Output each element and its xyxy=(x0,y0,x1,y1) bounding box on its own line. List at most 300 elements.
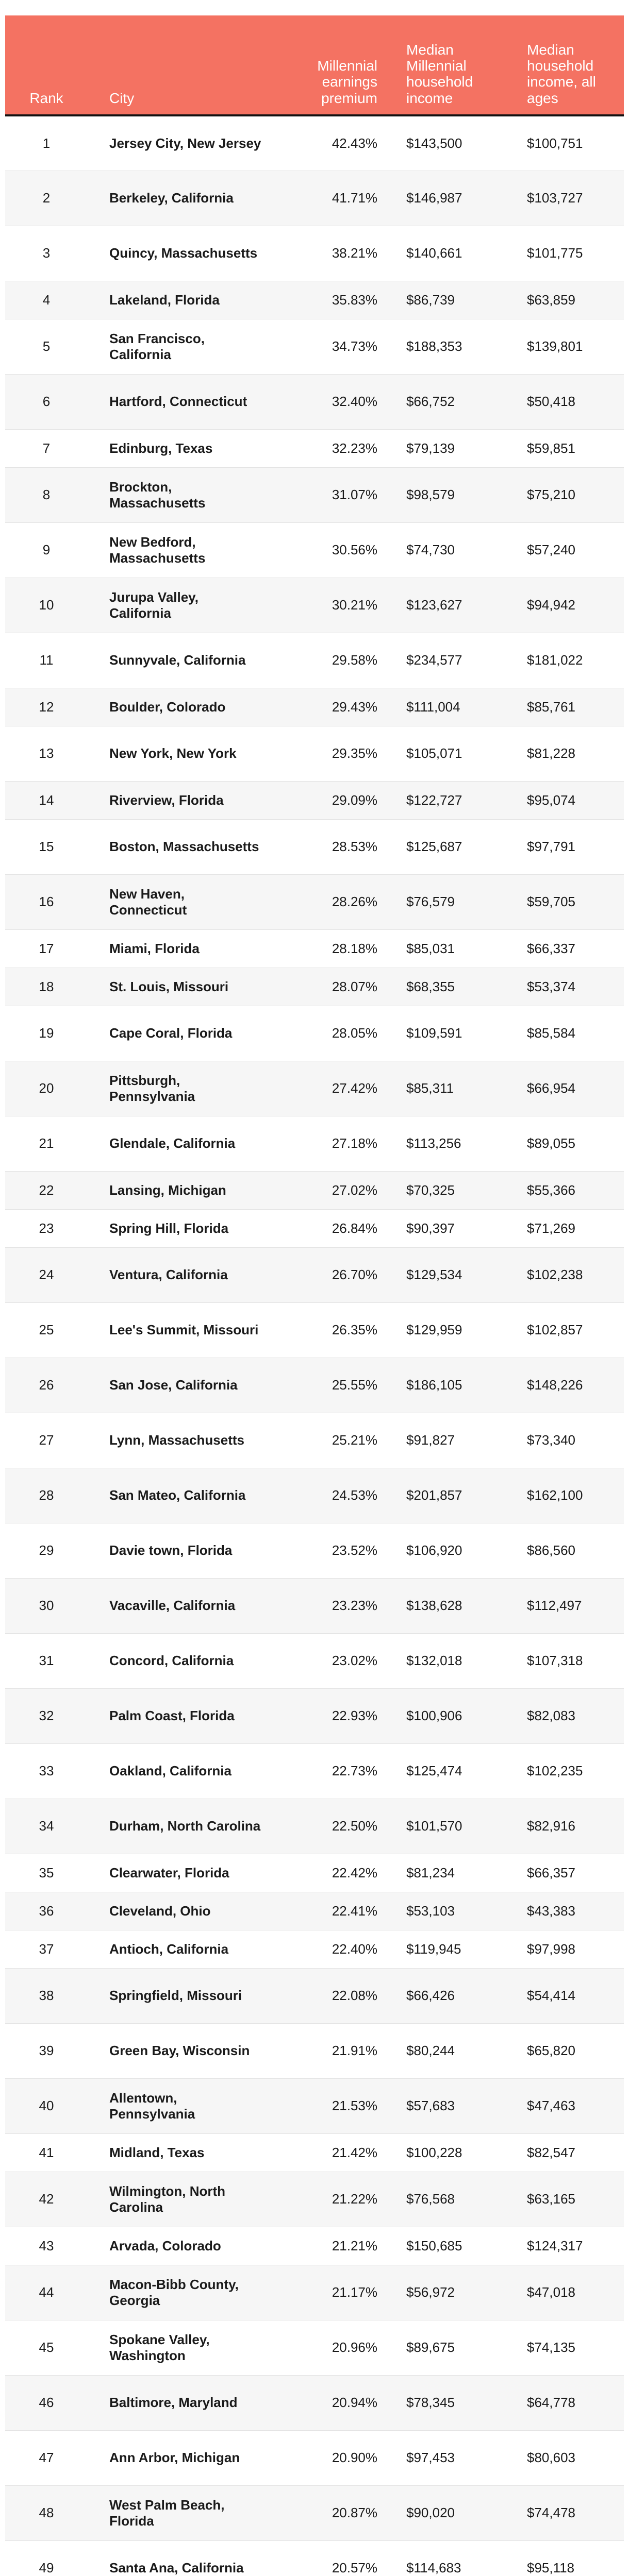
millennial-income-cell: $234,577 xyxy=(406,652,462,668)
premium-cell: 20.90% xyxy=(332,2450,377,2466)
table-row xyxy=(5,1688,624,1743)
premium-cell: 27.42% xyxy=(332,1080,377,1096)
table-row xyxy=(5,2430,624,2485)
all-ages-income-cell: $148,226 xyxy=(527,1377,583,1393)
all-ages-income-cell: $80,603 xyxy=(527,2450,575,2466)
millennial-income-cell: $66,426 xyxy=(406,1988,455,2004)
city-cell: New Haven, Connecticut xyxy=(109,886,187,918)
city-cell: Lansing, Michigan xyxy=(109,1182,226,1198)
all-ages-income-cell: $100,751 xyxy=(527,135,583,151)
table-row xyxy=(5,1892,624,1930)
all-ages-income-cell: $59,705 xyxy=(527,894,575,910)
premium-cell: 35.83% xyxy=(332,292,377,308)
city-cell: Baltimore, Maryland xyxy=(109,2395,238,2411)
rank-cell: 47 xyxy=(39,2450,54,2466)
millennial-income-cell: $140,661 xyxy=(406,245,462,261)
millennial-income-cell: $78,345 xyxy=(406,2395,455,2411)
premium-cell: 22.93% xyxy=(332,1708,377,1724)
millennial-income-cell: $111,004 xyxy=(406,699,460,715)
millennial-income-cell: $80,244 xyxy=(406,2043,455,2059)
premium-cell: 26.35% xyxy=(332,1322,377,1338)
rank-cell: 42 xyxy=(39,2191,54,2207)
header-row xyxy=(5,15,624,115)
column-header-millennial-income[interactable]: Median Millennial household income xyxy=(406,41,473,106)
premium-cell: 21.53% xyxy=(332,2098,377,2114)
premium-cell: 29.35% xyxy=(332,745,377,761)
rank-cell: 8 xyxy=(42,487,51,503)
premium-cell: 29.58% xyxy=(332,652,377,668)
all-ages-income-cell: $74,478 xyxy=(527,2505,575,2521)
rank-cell: 22 xyxy=(39,1182,54,1198)
rank-cell: 16 xyxy=(39,894,54,910)
rank-cell: 32 xyxy=(39,1708,54,1724)
city-cell: Hartford, Connecticut xyxy=(109,394,247,410)
millennial-income-cell: $68,355 xyxy=(406,978,455,994)
rank-cell: 20 xyxy=(39,1080,54,1096)
city-cell: Midland, Texas xyxy=(109,2144,205,2160)
table-row xyxy=(5,2485,624,2540)
rank-cell: 4 xyxy=(42,292,51,308)
rank-cell: 35 xyxy=(39,1865,54,1880)
data-table-container xyxy=(5,15,624,2576)
premium-cell: 29.09% xyxy=(332,792,377,808)
premium-cell: 21.21% xyxy=(332,2238,377,2253)
premium-cell: 20.96% xyxy=(332,2340,377,2355)
city-cell: San Francisco, California xyxy=(109,331,205,362)
millennial-income-cell: $85,311 xyxy=(406,1080,454,1096)
premium-cell: 22.42% xyxy=(332,1865,377,1880)
millennial-income-cell: $100,228 xyxy=(406,2144,462,2160)
premium-cell: 24.53% xyxy=(332,1487,377,1503)
premium-cell: 25.21% xyxy=(332,1432,377,1448)
premium-cell: 28.53% xyxy=(332,839,377,855)
city-cell: Jersey City, New Jersey xyxy=(109,135,261,151)
all-ages-income-cell: $75,210 xyxy=(527,487,575,503)
all-ages-income-cell: $102,238 xyxy=(527,1267,583,1283)
millennial-income-cell: $90,397 xyxy=(406,1220,455,1236)
city-cell: New York, New York xyxy=(109,745,237,761)
city-cell: Ventura, California xyxy=(109,1267,228,1283)
all-ages-income-cell: $73,340 xyxy=(527,1432,575,1448)
millennial-income-cell: $79,139 xyxy=(406,440,455,456)
rank-cell: 7 xyxy=(42,440,51,456)
premium-cell: 20.87% xyxy=(332,2505,377,2521)
table-header xyxy=(5,15,624,115)
rank-cell: 45 xyxy=(39,2340,54,2355)
premium-cell: 22.73% xyxy=(332,1763,377,1779)
table-row xyxy=(5,374,624,429)
all-ages-income-cell: $71,269 xyxy=(527,1220,575,1236)
rank-cell: 46 xyxy=(39,2395,54,2411)
premium-cell: 23.52% xyxy=(332,1543,377,1558)
all-ages-income-cell: $102,235 xyxy=(527,1763,583,1779)
millennial-income-cell: $119,945 xyxy=(406,1941,461,1957)
city-cell: Springfield, Missouri xyxy=(109,1988,242,2004)
millennial-income-cell: $98,579 xyxy=(406,487,455,503)
table-row xyxy=(5,1930,624,1968)
rank-cell: 30 xyxy=(39,1598,54,1614)
city-cell: Vacaville, California xyxy=(109,1598,236,1614)
all-ages-income-cell: $97,998 xyxy=(527,1941,575,1957)
all-ages-income-cell: $139,801 xyxy=(527,338,583,354)
all-ages-income-cell: $95,074 xyxy=(527,792,575,808)
table-row xyxy=(5,1171,624,1209)
table-row xyxy=(5,2227,624,2265)
rank-cell: 11 xyxy=(39,652,54,668)
rank-cell: 28 xyxy=(39,1487,54,1503)
city-cell: Ann Arbor, Michigan xyxy=(109,2450,240,2466)
all-ages-income-cell: $59,851 xyxy=(527,440,575,456)
millennial-income-cell: $56,972 xyxy=(406,2284,455,2300)
all-ages-income-cell: $107,318 xyxy=(527,1653,583,1669)
all-ages-income-cell: $64,778 xyxy=(527,2395,575,2411)
rank-cell: 36 xyxy=(39,1903,54,1919)
all-ages-income-cell: $89,055 xyxy=(527,1136,575,1151)
millennial-income-cell: $100,906 xyxy=(406,1708,462,1724)
all-ages-income-cell: $55,366 xyxy=(527,1182,575,1198)
millennial-income-cell: $76,579 xyxy=(406,894,455,910)
city-cell: San Mateo, California xyxy=(109,1487,246,1503)
millennial-income-cell: $101,570 xyxy=(406,1818,462,1834)
premium-cell: 25.55% xyxy=(332,1377,377,1393)
city-cell: West Palm Beach, Florida xyxy=(109,2497,225,2529)
table-row xyxy=(5,281,624,319)
city-cell: Boulder, Colorado xyxy=(109,699,226,715)
millennial-income-cell: $70,325 xyxy=(406,1182,455,1198)
table-row xyxy=(5,781,624,819)
rank-cell: 6 xyxy=(42,394,51,410)
city-cell: Pittsburgh, Pennsylvania xyxy=(109,1073,195,1104)
millennial-income-cell: $105,071 xyxy=(406,745,462,761)
table-row xyxy=(5,1743,624,1799)
all-ages-income-cell: $86,560 xyxy=(527,1543,575,1558)
rank-cell: 41 xyxy=(39,2144,54,2160)
millennial-income-cell: $86,739 xyxy=(406,292,455,308)
all-ages-income-cell: $82,547 xyxy=(527,2144,575,2160)
millennial-income-cell: $125,687 xyxy=(406,839,462,855)
table-row xyxy=(5,1468,624,1523)
all-ages-income-cell: $66,337 xyxy=(527,940,575,956)
premium-cell: 22.08% xyxy=(332,1988,377,2004)
table-row xyxy=(5,522,624,578)
premium-cell: 26.70% xyxy=(332,1267,377,1283)
rank-cell: 5 xyxy=(42,338,51,354)
column-header-all-ages-income[interactable]: Median household income, all ages xyxy=(527,41,596,106)
premium-cell: 22.50% xyxy=(332,1818,377,1834)
city-cell: San Jose, California xyxy=(109,1377,238,1393)
millennial-income-cell: $143,500 xyxy=(406,135,462,151)
rank-cell: 37 xyxy=(39,1941,54,1957)
all-ages-income-cell: $66,357 xyxy=(527,1865,575,1880)
millennial-income-cell: $114,683 xyxy=(406,2560,461,2576)
all-ages-income-cell: $81,228 xyxy=(527,745,575,761)
premium-cell: 20.94% xyxy=(332,2395,377,2411)
millennial-income-cell: $150,685 xyxy=(406,2238,462,2253)
rank-cell: 40 xyxy=(39,2098,54,2114)
all-ages-income-cell: $54,414 xyxy=(527,1988,575,2004)
table-row xyxy=(5,467,624,522)
city-cell: Berkeley, California xyxy=(109,190,234,206)
millennial-income-cell: $74,730 xyxy=(406,542,455,558)
millennial-income-cell: $91,827 xyxy=(406,1432,455,1448)
premium-cell: 21.17% xyxy=(332,2284,377,2300)
millennial-income-cell: $125,474 xyxy=(406,1763,462,1779)
rank-cell: 14 xyxy=(39,792,54,808)
city-cell: Cape Coral, Florida xyxy=(109,1025,233,1041)
city-cell: Lakeland, Florida xyxy=(109,292,220,308)
all-ages-income-cell: $162,100 xyxy=(527,1487,583,1503)
city-cell: Allentown, Pennsylvania xyxy=(109,2090,195,2122)
city-cell: Clearwater, Florida xyxy=(109,1865,229,1880)
premium-cell: 32.23% xyxy=(332,440,377,456)
millennial-income-cell: $57,683 xyxy=(406,2098,455,2114)
rank-cell: 44 xyxy=(39,2284,54,2300)
city-cell: Glendale, California xyxy=(109,1136,236,1151)
table-row xyxy=(5,1523,624,1578)
table-row xyxy=(5,2023,624,2078)
all-ages-income-cell: $63,165 xyxy=(527,2191,575,2207)
millennial-income-cell: $66,752 xyxy=(406,394,455,410)
millennial-income-cell: $188,353 xyxy=(406,338,462,354)
all-ages-income-cell: $103,727 xyxy=(527,190,583,206)
city-cell: Concord, California xyxy=(109,1653,234,1669)
premium-cell: 29.43% xyxy=(332,699,377,715)
premium-cell: 22.41% xyxy=(332,1903,377,1919)
table-row xyxy=(5,2172,624,2227)
city-cell: Lee's Summit, Missouri xyxy=(109,1322,259,1338)
rank-cell: 10 xyxy=(39,597,54,613)
table-row xyxy=(5,1006,624,1061)
table-row xyxy=(5,578,624,633)
rank-cell: 1 xyxy=(42,135,51,151)
table-row xyxy=(5,319,624,374)
table-row xyxy=(5,874,624,929)
city-cell: Miami, Florida xyxy=(109,940,200,956)
millennial-income-cell: $146,987 xyxy=(406,190,462,206)
rank-cell: 49 xyxy=(39,2560,54,2576)
premium-cell: 31.07% xyxy=(332,487,377,503)
all-ages-income-cell: $43,383 xyxy=(527,1903,575,1919)
millennial-income-cell: $97,453 xyxy=(406,2450,455,2466)
table-row xyxy=(5,2540,624,2576)
table-row xyxy=(5,1968,624,2023)
rank-cell: 21 xyxy=(39,1136,54,1151)
table-row xyxy=(5,688,624,726)
rank-cell: 17 xyxy=(39,940,54,956)
rank-cell: 27 xyxy=(39,1432,54,1448)
table-row xyxy=(5,1061,624,1116)
city-cell: Palm Coast, Florida xyxy=(109,1708,235,1724)
premium-cell: 42.43% xyxy=(332,135,377,151)
premium-cell: 23.23% xyxy=(332,1598,377,1614)
city-cell: Arvada, Colorado xyxy=(109,2238,221,2253)
table-row xyxy=(5,2078,624,2133)
table-row xyxy=(5,819,624,874)
all-ages-income-cell: $181,022 xyxy=(527,652,583,668)
table-row xyxy=(5,1116,624,1171)
column-header-premium[interactable]: Millennial earnings premium xyxy=(317,57,377,106)
city-cell: Antioch, California xyxy=(109,1941,229,1957)
premium-cell: 20.57% xyxy=(332,2560,377,2576)
all-ages-income-cell: $101,775 xyxy=(527,245,583,261)
rank-cell: 34 xyxy=(39,1818,54,1834)
all-ages-income-cell: $102,857 xyxy=(527,1322,583,1338)
millennial-income-cell: $138,628 xyxy=(406,1598,462,1614)
rank-cell: 3 xyxy=(42,245,51,261)
rank-cell: 43 xyxy=(39,2238,54,2253)
table-row xyxy=(5,968,624,1006)
millennial-income-cell: $89,675 xyxy=(406,2340,455,2355)
table-row xyxy=(5,2133,624,2172)
column-header-city[interactable]: City xyxy=(109,90,135,106)
millennial-income-cell: $81,234 xyxy=(406,1865,455,1880)
rank-cell: 24 xyxy=(39,1267,54,1283)
all-ages-income-cell: $63,859 xyxy=(527,292,575,308)
table-row xyxy=(5,2375,624,2430)
city-cell: Jurupa Valley, California xyxy=(109,589,198,621)
city-cell: Green Bay, Wisconsin xyxy=(109,2043,250,2059)
millennial-income-cell: $113,256 xyxy=(406,1136,461,1151)
rank-cell: 9 xyxy=(42,542,51,558)
millennial-income-cell: $186,105 xyxy=(406,1377,462,1393)
millennial-income-cell: $129,534 xyxy=(406,1267,462,1283)
city-cell: Sunnyvale, California xyxy=(109,652,246,668)
rank-cell: 31 xyxy=(39,1653,54,1669)
table-row xyxy=(5,1799,624,1854)
table-row xyxy=(5,633,624,688)
city-cell: Cleveland, Ohio xyxy=(109,1903,211,1919)
city-cell: Santa Ana, California xyxy=(109,2560,244,2576)
table-row xyxy=(5,429,624,467)
city-cell: Spokane Valley, Washington xyxy=(109,2332,210,2363)
city-cell: Davie town, Florida xyxy=(109,1543,233,1558)
all-ages-income-cell: $47,463 xyxy=(527,2098,575,2114)
city-cell: Brockton, Massachusetts xyxy=(109,479,206,511)
city-cell: Durham, North Carolina xyxy=(109,1818,261,1834)
all-ages-income-cell: $53,374 xyxy=(527,978,575,994)
premium-cell: 28.07% xyxy=(332,978,377,994)
millennial-income-cell: $132,018 xyxy=(406,1653,462,1669)
table-row xyxy=(5,1578,624,1633)
city-cell: Edinburg, Texas xyxy=(109,440,213,456)
all-ages-income-cell: $57,240 xyxy=(527,542,575,558)
city-cell: Macon-Bibb County, Georgia xyxy=(109,2277,239,2308)
rank-cell: 13 xyxy=(39,745,54,761)
premium-cell: 34.73% xyxy=(332,338,377,354)
city-cell: Spring Hill, Florida xyxy=(109,1220,229,1236)
premium-cell: 22.40% xyxy=(332,1941,377,1957)
premium-cell: 41.71% xyxy=(332,190,377,206)
premium-cell: 32.40% xyxy=(332,394,377,410)
premium-cell: 38.21% xyxy=(332,245,377,261)
rank-cell: 26 xyxy=(39,1377,54,1393)
all-ages-income-cell: $74,135 xyxy=(527,2340,575,2355)
rank-cell: 19 xyxy=(39,1025,54,1041)
premium-cell: 26.84% xyxy=(332,1220,377,1236)
millennial-income-cell: $106,920 xyxy=(406,1543,462,1558)
rank-cell: 33 xyxy=(39,1763,54,1779)
all-ages-income-cell: $66,954 xyxy=(527,1080,575,1096)
rank-cell: 18 xyxy=(39,978,54,994)
table-row xyxy=(5,1209,624,1247)
city-cell: Riverview, Florida xyxy=(109,792,224,808)
column-header-rank[interactable]: Rank xyxy=(29,90,63,106)
all-ages-income-cell: $97,791 xyxy=(527,839,575,855)
table-row xyxy=(5,115,624,171)
millennial-income-cell: $53,103 xyxy=(406,1903,455,1919)
premium-cell: 23.02% xyxy=(332,1653,377,1669)
table-row xyxy=(5,2265,624,2320)
rank-cell: 12 xyxy=(39,699,54,715)
rank-cell: 48 xyxy=(39,2505,54,2521)
premium-cell: 21.91% xyxy=(332,2043,377,2059)
table-row xyxy=(5,1413,624,1468)
table-row xyxy=(5,1247,624,1302)
table-row xyxy=(5,1302,624,1358)
premium-cell: 30.56% xyxy=(332,542,377,558)
all-ages-income-cell: $112,497 xyxy=(527,1598,582,1614)
city-cell: Quincy, Massachusetts xyxy=(109,245,258,261)
rank-cell: 23 xyxy=(39,1220,54,1236)
table-row xyxy=(5,1854,624,1892)
millennial-income-cell: $109,591 xyxy=(406,1025,462,1041)
rank-cell: 39 xyxy=(39,2043,54,2059)
all-ages-income-cell: $124,317 xyxy=(527,2238,583,2253)
table-row xyxy=(5,1633,624,1688)
all-ages-income-cell: $85,761 xyxy=(527,699,575,715)
city-cell: Boston, Massachusetts xyxy=(109,839,259,855)
city-cell: Wilmington, North Carolina xyxy=(109,2183,226,2215)
premium-cell: 21.42% xyxy=(332,2144,377,2160)
city-cell: St. Louis, Missouri xyxy=(109,978,229,994)
table-row xyxy=(5,1358,624,1413)
city-cell: Oakland, California xyxy=(109,1763,231,1779)
all-ages-income-cell: $65,820 xyxy=(527,2043,575,2059)
millennial-income-cell: $129,959 xyxy=(406,1322,462,1338)
rank-cell: 38 xyxy=(39,1988,54,2004)
millennial-income-cell: $90,020 xyxy=(406,2505,455,2521)
millennial-income-cell: $201,857 xyxy=(406,1487,462,1503)
premium-cell: 21.22% xyxy=(332,2191,377,2207)
city-cell: New Bedford, Massachusetts xyxy=(109,534,206,566)
table-row xyxy=(5,726,624,781)
all-ages-income-cell: $82,916 xyxy=(527,1818,575,1834)
table-row xyxy=(5,929,624,968)
all-ages-income-cell: $94,942 xyxy=(527,597,575,613)
rank-cell: 29 xyxy=(39,1543,54,1558)
table-row xyxy=(5,171,624,226)
millennial-income-cell: $76,568 xyxy=(406,2191,455,2207)
all-ages-income-cell: $82,083 xyxy=(527,1708,575,1724)
city-cell: Lynn, Massachusetts xyxy=(109,1432,245,1448)
data-table xyxy=(5,15,624,2576)
all-ages-income-cell: $50,418 xyxy=(527,394,575,410)
table-row xyxy=(5,226,624,281)
millennial-income-cell: $122,727 xyxy=(406,792,462,808)
premium-cell: 28.05% xyxy=(332,1025,377,1041)
premium-cell: 30.21% xyxy=(332,597,377,613)
rank-cell: 15 xyxy=(39,839,54,855)
premium-cell: 28.18% xyxy=(332,940,377,956)
table-row xyxy=(5,2320,624,2375)
all-ages-income-cell: $85,584 xyxy=(527,1025,575,1041)
millennial-income-cell: $85,031 xyxy=(406,940,455,956)
table-body xyxy=(5,115,624,2576)
rank-cell: 25 xyxy=(39,1322,54,1338)
all-ages-income-cell: $95,118 xyxy=(527,2560,575,2576)
premium-cell: 27.18% xyxy=(332,1136,377,1151)
millennial-income-cell: $123,627 xyxy=(406,597,462,613)
